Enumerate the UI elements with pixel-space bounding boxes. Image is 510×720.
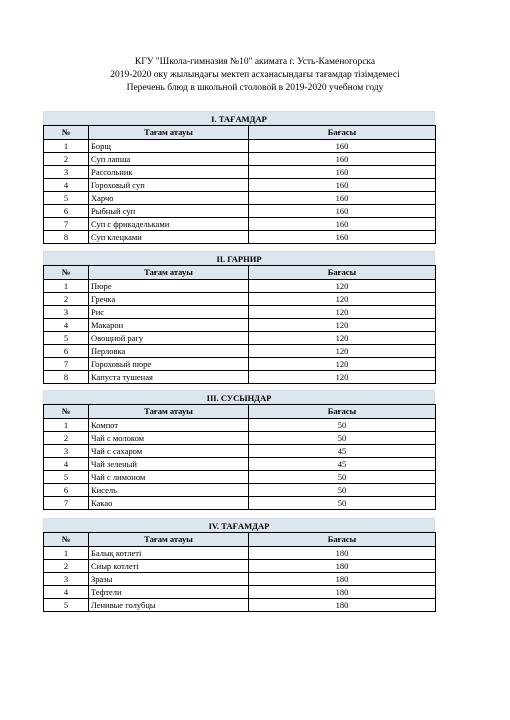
row-number: 1 — [44, 419, 89, 432]
dish-price: 160 — [249, 166, 436, 179]
row-number: 4 — [44, 586, 89, 599]
row-number: 5 — [44, 332, 89, 345]
table-row — [44, 280, 436, 293]
column-header-num: № — [44, 126, 89, 140]
dish-price: 160 — [249, 218, 436, 231]
menu-table — [43, 404, 436, 510]
column-header-num: № — [44, 405, 89, 419]
column-header-num: № — [44, 533, 89, 547]
menu-table — [43, 265, 436, 384]
menu-table — [43, 125, 436, 244]
section-title: III. СУСЫНДАР — [43, 390, 435, 404]
row-number: 6 — [44, 484, 89, 497]
dish-name: Рассольник — [89, 166, 249, 179]
table-row — [44, 231, 436, 244]
dish-name: Овощной рагу — [89, 332, 249, 345]
row-number: 2 — [44, 153, 89, 166]
dish-name: Какао — [89, 497, 249, 510]
dish-name: Гороховый суп — [89, 179, 249, 192]
dish-price: 50 — [249, 471, 436, 484]
header-line-2: 2019-2020 оку жылындағы мектеп асханасындағы тағамдар тізімдемесі — [110, 70, 400, 80]
table-row — [44, 586, 436, 599]
dish-price: 50 — [249, 484, 436, 497]
table-row — [44, 419, 436, 432]
row-number: 7 — [44, 218, 89, 231]
row-number: 7 — [44, 358, 89, 371]
row-number: 2 — [44, 432, 89, 445]
document-header — [0, 56, 510, 95]
table-row — [44, 179, 436, 192]
menu-section — [43, 111, 435, 244]
row-number: 8 — [44, 231, 89, 244]
dish-price: 160 — [249, 153, 436, 166]
table-row — [44, 140, 436, 153]
table-row — [44, 458, 436, 471]
column-header-price: Бағасы — [249, 126, 436, 140]
dish-price: 160 — [249, 179, 436, 192]
table-row — [44, 471, 436, 484]
dish-price: 180 — [249, 547, 436, 560]
dish-name: Макарон — [89, 319, 249, 332]
row-number: 2 — [44, 293, 89, 306]
dish-name: Рис — [89, 306, 249, 319]
table-row — [44, 371, 436, 384]
table-row — [44, 445, 436, 458]
dish-name: Гречка — [89, 293, 249, 306]
row-number: 4 — [44, 458, 89, 471]
dish-name: Ленивые голубцы — [89, 599, 249, 612]
table-header-row — [44, 533, 436, 547]
column-header-num: № — [44, 266, 89, 280]
table-row — [44, 293, 436, 306]
table-row — [44, 599, 436, 612]
column-header-price: Бағасы — [249, 533, 436, 547]
header-line-3: Перечень блюд в школьной столовой в 2019-2020 учебном году — [126, 83, 384, 93]
dish-name: Суп лапша — [89, 153, 249, 166]
dish-name: Харчо — [89, 192, 249, 205]
header-line-1: КГУ "Школа-гимназия №10" акимата г. Усть-Каменогорска — [134, 57, 376, 67]
dish-price: 50 — [249, 497, 436, 510]
table-row — [44, 218, 436, 231]
section-title: II. ГАРНИР — [43, 251, 435, 265]
dish-name: Гороховый пюре — [89, 358, 249, 371]
dish-name: Капуста тушеная — [89, 371, 249, 384]
section-title: I. ТАҒАМДАР — [43, 111, 435, 125]
column-header-price: Бағасы — [249, 405, 436, 419]
dish-price: 45 — [249, 458, 436, 471]
dish-price: 160 — [249, 192, 436, 205]
row-number: 5 — [44, 599, 89, 612]
dish-name: Рыбный суп — [89, 205, 249, 218]
menu-section — [43, 251, 435, 384]
row-number: 8 — [44, 371, 89, 384]
dish-price: 45 — [249, 445, 436, 458]
dish-price: 160 — [249, 231, 436, 244]
table-row — [44, 306, 436, 319]
row-number: 2 — [44, 560, 89, 573]
dish-price: 160 — [249, 140, 436, 153]
row-number: 5 — [44, 471, 89, 484]
dish-price: 180 — [249, 599, 436, 612]
menu-table — [43, 532, 436, 612]
table-row — [44, 560, 436, 573]
row-number: 3 — [44, 306, 89, 319]
table-header-row — [44, 126, 436, 140]
dish-name: Суп клецками — [89, 231, 249, 244]
dish-name: Чай зеленый — [89, 458, 249, 471]
dish-name: Пюре — [89, 280, 249, 293]
dish-price: 180 — [249, 586, 436, 599]
dish-price: 120 — [249, 332, 436, 345]
row-number: 3 — [44, 166, 89, 179]
dish-price: 120 — [249, 345, 436, 358]
table-header-row — [44, 266, 436, 280]
dish-name: Чай с молоком — [89, 432, 249, 445]
dish-price: 120 — [249, 358, 436, 371]
table-row — [44, 573, 436, 586]
table-row — [44, 332, 436, 345]
dish-price: 120 — [249, 371, 436, 384]
row-number: 5 — [44, 192, 89, 205]
section-title: IV. ТАҒАМДАР — [43, 518, 435, 532]
dish-price: 160 — [249, 205, 436, 218]
table-row — [44, 166, 436, 179]
dish-price: 120 — [249, 319, 436, 332]
table-row — [44, 358, 436, 371]
dish-name: Суп с фрикадельками — [89, 218, 249, 231]
column-header-price: Бағасы — [249, 266, 436, 280]
dish-price: 50 — [249, 419, 436, 432]
row-number: 7 — [44, 497, 89, 510]
row-number: 1 — [44, 547, 89, 560]
dish-name: Кисель — [89, 484, 249, 497]
column-header-name: Тағам атауы — [89, 405, 249, 419]
column-header-name: Тағам атауы — [89, 533, 249, 547]
dish-name: Тефтели — [89, 586, 249, 599]
table-row — [44, 345, 436, 358]
row-number: 4 — [44, 179, 89, 192]
dish-price: 180 — [249, 573, 436, 586]
table-row — [44, 484, 436, 497]
row-number: 1 — [44, 280, 89, 293]
dish-price: 50 — [249, 432, 436, 445]
dish-name: Компот — [89, 419, 249, 432]
dish-price: 120 — [249, 280, 436, 293]
dish-name: Чай с лимоном — [89, 471, 249, 484]
row-number: 6 — [44, 345, 89, 358]
row-number: 1 — [44, 140, 89, 153]
menu-section — [43, 390, 435, 510]
column-header-name: Тағам атауы — [89, 266, 249, 280]
dish-name: Чай с сахаром — [89, 445, 249, 458]
dish-name: Перловка — [89, 345, 249, 358]
dish-name: Сиыр котлеті — [89, 560, 249, 573]
dish-price: 120 — [249, 293, 436, 306]
table-row — [44, 319, 436, 332]
table-row — [44, 205, 436, 218]
dish-price: 120 — [249, 306, 436, 319]
table-row — [44, 192, 436, 205]
row-number: 3 — [44, 573, 89, 586]
dish-name: Зразы — [89, 573, 249, 586]
table-row — [44, 432, 436, 445]
dish-name: Борщ — [89, 140, 249, 153]
table-row — [44, 497, 436, 510]
menu-section — [43, 518, 435, 612]
row-number: 4 — [44, 319, 89, 332]
column-header-name: Тағам атауы — [89, 126, 249, 140]
dish-price: 180 — [249, 560, 436, 573]
table-row — [44, 547, 436, 560]
row-number: 3 — [44, 445, 89, 458]
table-row — [44, 153, 436, 166]
table-header-row — [44, 405, 436, 419]
row-number: 6 — [44, 205, 89, 218]
dish-name: Балық котлеті — [89, 547, 249, 560]
